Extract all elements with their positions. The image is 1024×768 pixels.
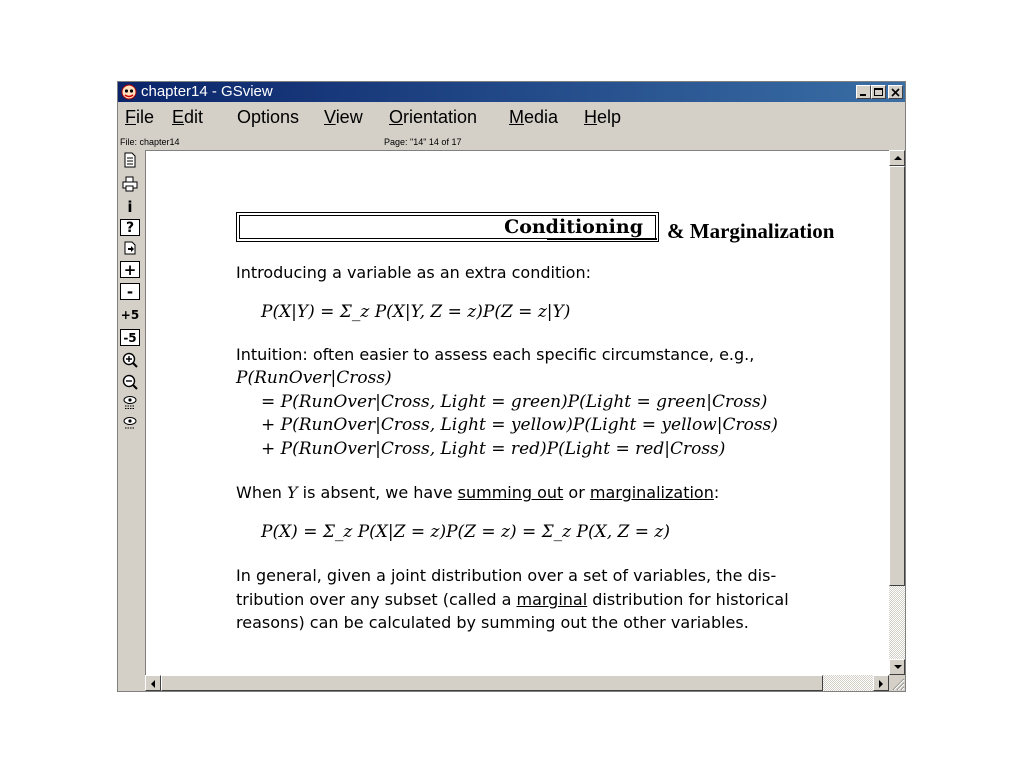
- zoom-in-icon: [122, 352, 138, 368]
- arrow-left-icon: [150, 680, 156, 688]
- info-button[interactable]: [120, 198, 140, 215]
- skip-back-button[interactable]: [120, 329, 140, 346]
- goto-page-icon: [122, 240, 138, 256]
- find-next-icon: [122, 416, 138, 432]
- scroll-down-button[interactable]: [889, 659, 905, 675]
- document-viewport[interactable]: [145, 150, 889, 675]
- term-summing-out: summing out: [457, 483, 564, 502]
- menu-help[interactable]: Help: [584, 107, 622, 127]
- absent-text: When Y is absent, we have summing out or marginalization:: [236, 483, 720, 502]
- example-lhs: P(RunOver|Cross): [236, 368, 392, 388]
- minimize-icon: [859, 88, 868, 96]
- menu-orientation[interactable]: Orientation: [389, 107, 478, 127]
- print-button[interactable]: [120, 175, 140, 192]
- title-bar[interactable]: [118, 82, 905, 102]
- find-icon: [122, 395, 138, 411]
- maximize-button[interactable]: [871, 85, 886, 99]
- general-line-2: tribution over any subset (called a marginal distribution for historical: [236, 590, 789, 609]
- window-title: chapter14 - GSview: [141, 83, 273, 100]
- status-bar: [118, 135, 905, 149]
- zoom-in-button[interactable]: [120, 351, 140, 368]
- prev-page-button[interactable]: [120, 283, 140, 300]
- maximize-icon: [874, 88, 883, 97]
- term-marginal: marginal: [516, 590, 588, 609]
- help-icon: ?: [125, 219, 135, 236]
- example-line-yellow: + P(RunOver|Cross, Light = yellow)P(Light = yellow|Cross): [261, 415, 778, 435]
- resize-grip[interactable]: [889, 675, 905, 691]
- menu-edit[interactable]: Edit: [172, 107, 204, 127]
- help-button[interactable]: [120, 219, 140, 236]
- arrow-down-icon: [894, 664, 902, 670]
- info-icon: i: [127, 197, 133, 216]
- scroll-right-button[interactable]: [873, 675, 889, 691]
- find-button[interactable]: [120, 394, 140, 411]
- intuition-text: Intuition: often easier to assess each specific circumstance, e.g.,: [236, 345, 755, 364]
- gsview-ghost-icon: [121, 84, 137, 100]
- vertical-scrollbar[interactable]: [889, 150, 905, 675]
- zoom-out-icon: [122, 374, 138, 390]
- slide-heading-tail: & Marginalization: [667, 219, 835, 243]
- example-line-green: = P(RunOver|Cross, Light = green)P(Light = green|Cross): [261, 392, 768, 412]
- menu-view[interactable]: View: [324, 107, 363, 127]
- menu-file[interactable]: File: [125, 107, 155, 127]
- menu-options[interactable]: Options: [237, 107, 300, 127]
- general-line-3: reasons) can be calculated by summing out the other variables.: [236, 613, 749, 632]
- equation-conditioning: P(X|Y) = Σ_z P(X|Y, Z = z)P(Z = z|Y): [261, 302, 571, 322]
- zoom-out-button[interactable]: [120, 373, 140, 390]
- goto-page-button[interactable]: [120, 239, 140, 256]
- next-page-button[interactable]: [120, 261, 140, 278]
- file-status: File: chapter14: [120, 137, 180, 147]
- open-button[interactable]: [120, 151, 140, 168]
- print-icon: [122, 176, 138, 192]
- general-line-1: In general, given a joint distribution over a set of variables, the dis-: [236, 566, 777, 585]
- slide-title-box: [236, 212, 659, 242]
- close-icon: [891, 88, 900, 97]
- slide-heading: Conditioning: [504, 216, 643, 238]
- open-icon: [123, 152, 137, 168]
- horizontal-scroll-thumb[interactable]: [161, 675, 823, 691]
- prev-page-icon: -: [126, 282, 134, 301]
- equation-marginalization: P(X) = Σ_z P(X|Z = z)P(Z = z) = Σ_z P(X, Z = z): [261, 522, 670, 542]
- menu-media[interactable]: Media: [509, 107, 559, 127]
- skip-forward-icon: +5: [120, 307, 140, 322]
- arrow-up-icon: [894, 155, 902, 161]
- term-marginalization: marginalization: [589, 483, 714, 502]
- scroll-up-button[interactable]: [889, 150, 905, 166]
- horizontal-scrollbar[interactable]: [145, 675, 889, 691]
- next-page-icon: +: [123, 260, 137, 279]
- minimize-button[interactable]: [856, 85, 871, 99]
- find-next-button[interactable]: [120, 415, 140, 432]
- example-line-red: + P(RunOver|Cross, Light = red)P(Light = red|Cross): [261, 439, 726, 459]
- scroll-left-button[interactable]: [145, 675, 161, 691]
- page-status: Page: "14" 14 of 17: [384, 137, 462, 147]
- skip-forward-button[interactable]: [120, 306, 140, 323]
- close-button[interactable]: [888, 85, 903, 99]
- vertical-scroll-thumb[interactable]: [889, 166, 905, 586]
- skip-back-icon: -5: [123, 330, 137, 345]
- resize-grip-icon: [889, 675, 905, 691]
- menu-bar: [118, 103, 905, 129]
- gsview-window: [117, 81, 906, 692]
- intro-text: Introducing a variable as an extra condition:: [236, 263, 591, 282]
- arrow-right-icon: [878, 680, 884, 688]
